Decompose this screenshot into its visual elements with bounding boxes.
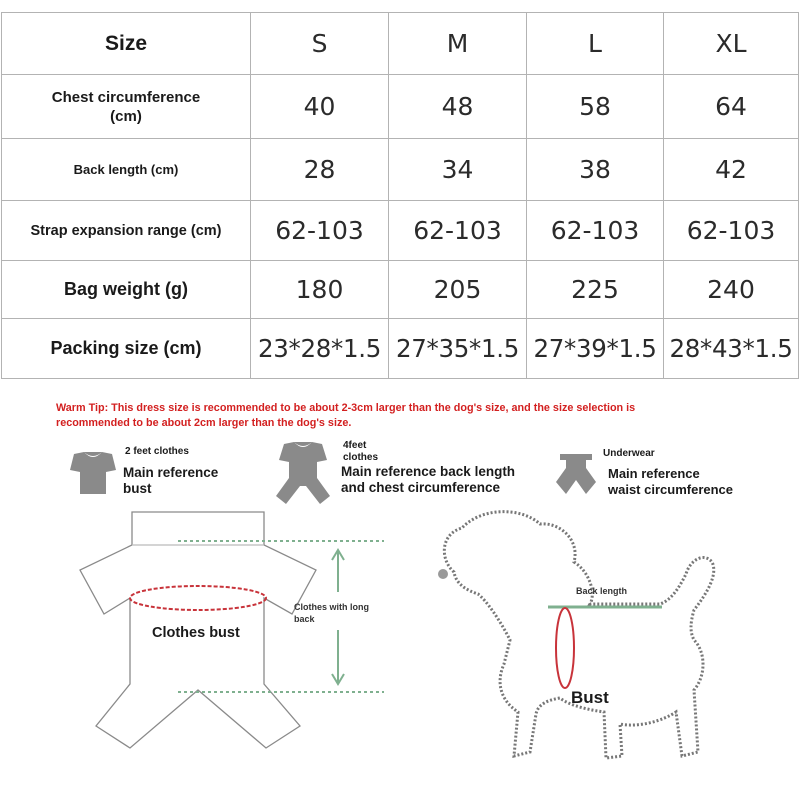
table-cell: 23*28*1.5 [251,319,389,379]
back-length-label: Back length [576,586,628,596]
table-cell: 62-103 [251,201,389,261]
table-cell: 28 [251,139,389,201]
row-label-packing-size: Packing size (cm) [2,319,251,379]
table-cell: 28*43*1.5 [664,319,799,379]
table-cell: 42 [664,139,799,201]
table-cell: 38 [527,139,664,201]
table-cell: 205 [389,261,527,319]
type-underwear-name: Underwear [603,448,655,459]
row-label-strap: Strap expansion range (cm) [2,201,251,261]
table-cell: 40 [251,75,389,139]
table-cell: 58 [527,75,664,139]
size-m-header: M [389,13,527,75]
four-feet-clothes-icon [276,442,330,504]
table-cell: 34 [389,139,527,201]
table-cell: 62-103 [664,201,799,261]
underwear-icon [556,454,596,494]
clothes-bust-ring [130,586,266,610]
table-cell: 48 [389,75,527,139]
table-cell: 225 [527,261,664,319]
bust-ring [556,608,574,688]
type-4-feet-name: 4feet clothes [343,440,379,463]
type-2-feet-name: 2 feet clothes [125,446,189,457]
table-cell: 62-103 [389,201,527,261]
size-l-header: L [527,13,664,75]
row-label-chest: Chest circumference (cm) [2,75,251,139]
type-4-feet-ref: Main reference back length and chest circumference [341,464,516,495]
warm-tip-line-2: recommended to be about 2cm larger than the dog's size. [56,416,352,429]
table-cell: 27*35*1.5 [389,319,527,379]
table-cell: 180 [251,261,389,319]
table-cell: 240 [664,261,799,319]
table-cell: 62-103 [527,201,664,261]
type-2-feet-ref: Main reference bust [123,465,219,496]
clothes-bust-label: Clothes bust [152,625,240,641]
row-label-back-length: Back length (cm) [2,139,251,201]
dog-nose-icon [438,569,448,579]
type-underwear-ref: Main reference waist circumference [608,466,734,497]
table-cell: 64 [664,75,799,139]
size-xl-header: XL [664,13,799,75]
two-feet-clothes-icon [70,452,116,494]
table-cell: 27*39*1.5 [527,319,664,379]
dog-diagram [444,512,713,758]
size-s-header: S [251,13,389,75]
long-back-label: Clothes with long back [294,602,369,624]
warm-tip-line-1: Warm Tip: This dress size is recommended to be about 2-3cm larger than the dog's size, and the size selection is [56,402,636,414]
size-header: Size [2,13,251,75]
bust-label: Bust [571,688,609,707]
row-label-bag-weight: Bag weight (g) [2,261,251,319]
